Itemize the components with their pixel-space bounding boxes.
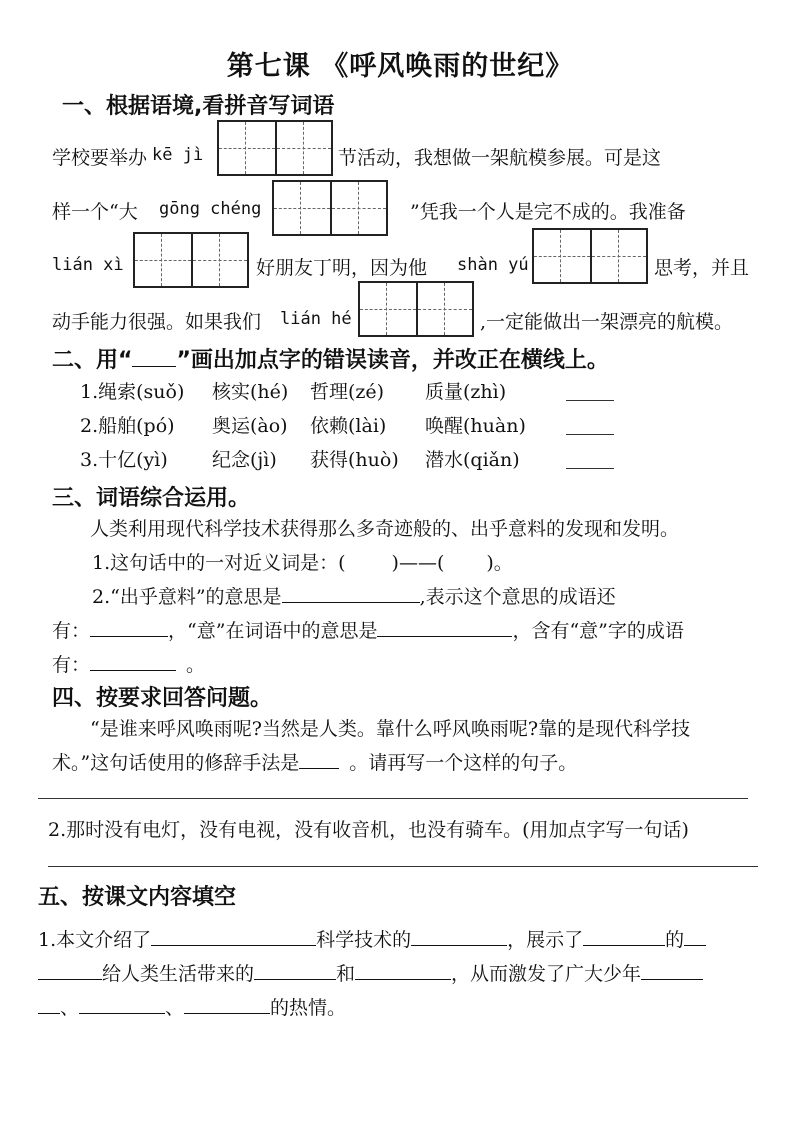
s2-row-3-a: 3.十亿(yì) xyxy=(80,449,168,471)
s3-q2-part-g: 。 xyxy=(186,654,206,676)
s5-part-j: 的热情。 xyxy=(270,997,347,1019)
pinyin-shanyu: shàn yú xyxy=(457,255,529,275)
s2-row-2-c: 依赖(lài) xyxy=(310,415,387,437)
s2-row-1-c: 哲理(zé) xyxy=(310,381,385,403)
s4-q1-line1: “是谁来呼风唤雨呢?当然是人类。靠什么呼风唤雨呢?靠的是现代科学技 xyxy=(90,718,691,740)
s3-q2-part-c: 有： xyxy=(52,620,91,642)
s2-row-3-d: 潜水(qiǎn) xyxy=(425,449,520,471)
pinyin-lianhe: lián hé xyxy=(280,309,352,329)
s5-part-h: 、 xyxy=(60,997,80,1019)
s5-part-i: 、 xyxy=(165,997,185,1019)
s2-row-3-answer-line[interactable] xyxy=(566,468,614,469)
s5-blank-4b[interactable] xyxy=(38,961,102,980)
s5-blank-1[interactable] xyxy=(151,927,316,946)
s2-row-2-answer-line[interactable] xyxy=(566,434,614,435)
s4-q1-answer-line[interactable] xyxy=(38,798,748,799)
answer-grid-lianhe[interactable] xyxy=(358,281,474,337)
s5-blank-6[interactable] xyxy=(355,961,451,980)
s3-q2-part-e: ，含有“意”字的成语 xyxy=(512,620,684,642)
s5-part-b: 科学技术的 xyxy=(316,929,412,951)
s4-q1-part-a: 术。”这句话使用的修辞手法是 xyxy=(52,752,300,774)
s1-line1-prefix: 学校要举办 xyxy=(52,147,148,169)
s2-row-2-a: 2.船舶(pó) xyxy=(80,415,175,437)
s1-line3-middle: 好朋友丁明，因为他 xyxy=(256,257,428,279)
section-1-heading: 一、根据语境,看拼音写词语 xyxy=(62,94,335,119)
answer-grid-keji[interactable] xyxy=(217,120,333,176)
s3-q2-part-a: 2.“出乎意料”的意思是 xyxy=(92,586,282,608)
s3-q2-line2 xyxy=(52,616,684,643)
section-4-heading: 四、按要求回答问题。 xyxy=(52,686,273,711)
s3-q2-part-f: 有： xyxy=(52,654,91,676)
s5-part-d: 的 xyxy=(665,929,685,951)
s3-q1 xyxy=(92,548,513,575)
s3-sentence: 人类利用现代科学技术获得那么多奇迹般的、出乎意料的发现和发明。 xyxy=(90,518,680,540)
s5-part-g: ，从而激发了广大少年 xyxy=(451,963,642,985)
answer-grid-lianxi[interactable] xyxy=(133,232,249,288)
s2-heading-part-b: ”画出加点字的错误读音，并改正在横线上。 xyxy=(176,348,609,373)
s4-q2: 2.那时没有电灯，没有电视，没有收音机，也没有骑车。(用加点字写一句话) xyxy=(48,819,689,841)
s3-q2-blank-meaning[interactable] xyxy=(282,584,420,603)
s1-line3-suffix: 思考，并且 xyxy=(654,257,750,279)
s2-row-1-a: 1.绳索(suǒ) xyxy=(80,381,185,403)
s5-blank-3[interactable] xyxy=(583,927,665,946)
answer-grid-shanyu[interactable] xyxy=(532,228,648,284)
s5-blank-5[interactable] xyxy=(254,961,336,980)
s5-part-e: 给人类生活带来的 xyxy=(102,963,255,985)
s2-row-3-c: 获得(huò) xyxy=(310,449,399,471)
s3-q2-line3 xyxy=(52,650,205,677)
s2-heading-blank xyxy=(132,348,176,367)
s2-row-3-b: 纪念(jì) xyxy=(212,449,277,471)
s3-q2-blank-yi-idiom[interactable] xyxy=(90,652,176,671)
s1-line1-suffix: 节活动，我想做一架航模参展。可是这 xyxy=(338,147,662,169)
s1-line2-suffix: ”凭我一个人是完不成的。我准备 xyxy=(410,201,686,223)
pinyin-lianxi: lián xì xyxy=(52,255,124,275)
s5-line2 xyxy=(38,959,703,986)
s5-part-a: 1.本文介绍了 xyxy=(38,929,152,951)
s2-row-1-answer-line[interactable] xyxy=(566,400,614,401)
section-2-heading xyxy=(52,343,609,374)
s3-q2-blank-yi-meaning[interactable] xyxy=(377,618,512,637)
s5-blank-7a[interactable] xyxy=(641,961,703,980)
section-5-heading: 五、按课文内容填空 xyxy=(38,885,237,910)
s4-q1-blank-rhetoric[interactable] xyxy=(299,750,339,769)
s3-q1-part-b: )——( xyxy=(391,552,445,574)
s3-q2-line1 xyxy=(92,582,616,609)
s5-blank-7b[interactable] xyxy=(38,995,60,1014)
s3-q2-blank-idiom[interactable] xyxy=(90,618,168,637)
s1-line4-prefix: 动手能力很强。如果我们 xyxy=(52,311,262,333)
s5-blank-9[interactable] xyxy=(184,995,270,1014)
s5-line1 xyxy=(38,925,706,952)
s3-q2-part-d: ，“意”在词语中的意思是 xyxy=(168,620,378,642)
s2-heading-part-a: 二、用“ xyxy=(52,348,133,373)
s4-q1-line2 xyxy=(52,748,577,775)
s5-line3 xyxy=(38,993,346,1020)
s2-row-1-b: 核实(hé) xyxy=(212,381,289,403)
pinyin-keji: kē jì xyxy=(152,145,204,165)
answer-grid-gongcheng[interactable] xyxy=(272,180,388,236)
s5-part-c: ，展示了 xyxy=(507,929,584,951)
s4-q1-part-b: 。请再写一个这样的句子。 xyxy=(349,752,578,774)
s3-q1-part-a: 1.这句话中的一对近义词是：( xyxy=(92,552,346,574)
s1-line4-suffix: ,一定能做出一架漂亮的航模。 xyxy=(480,311,734,333)
s2-row-1-d: 质量(zhì) xyxy=(425,381,507,403)
section-3-heading: 三、词语综合运用。 xyxy=(52,486,251,511)
s2-row-2-d: 唤醒(huàn) xyxy=(425,415,526,437)
s5-blank-4a[interactable] xyxy=(684,927,706,946)
page-title: 第七课 《呼风唤雨的世纪》 xyxy=(226,51,574,82)
s3-q1-part-c: )。 xyxy=(486,552,513,574)
s1-line2-prefix: 样一个“大 xyxy=(52,201,138,223)
s3-q2-part-b: ,表示这个意思的成语还 xyxy=(419,586,616,608)
s4-q2-answer-line[interactable] xyxy=(48,866,758,867)
pinyin-gongcheng: gōng chéng xyxy=(159,199,262,219)
s5-blank-2[interactable] xyxy=(411,927,507,946)
s5-blank-8[interactable] xyxy=(79,995,165,1014)
s5-part-f: 和 xyxy=(336,963,356,985)
s2-row-2-b: 奥运(ào) xyxy=(212,415,288,437)
